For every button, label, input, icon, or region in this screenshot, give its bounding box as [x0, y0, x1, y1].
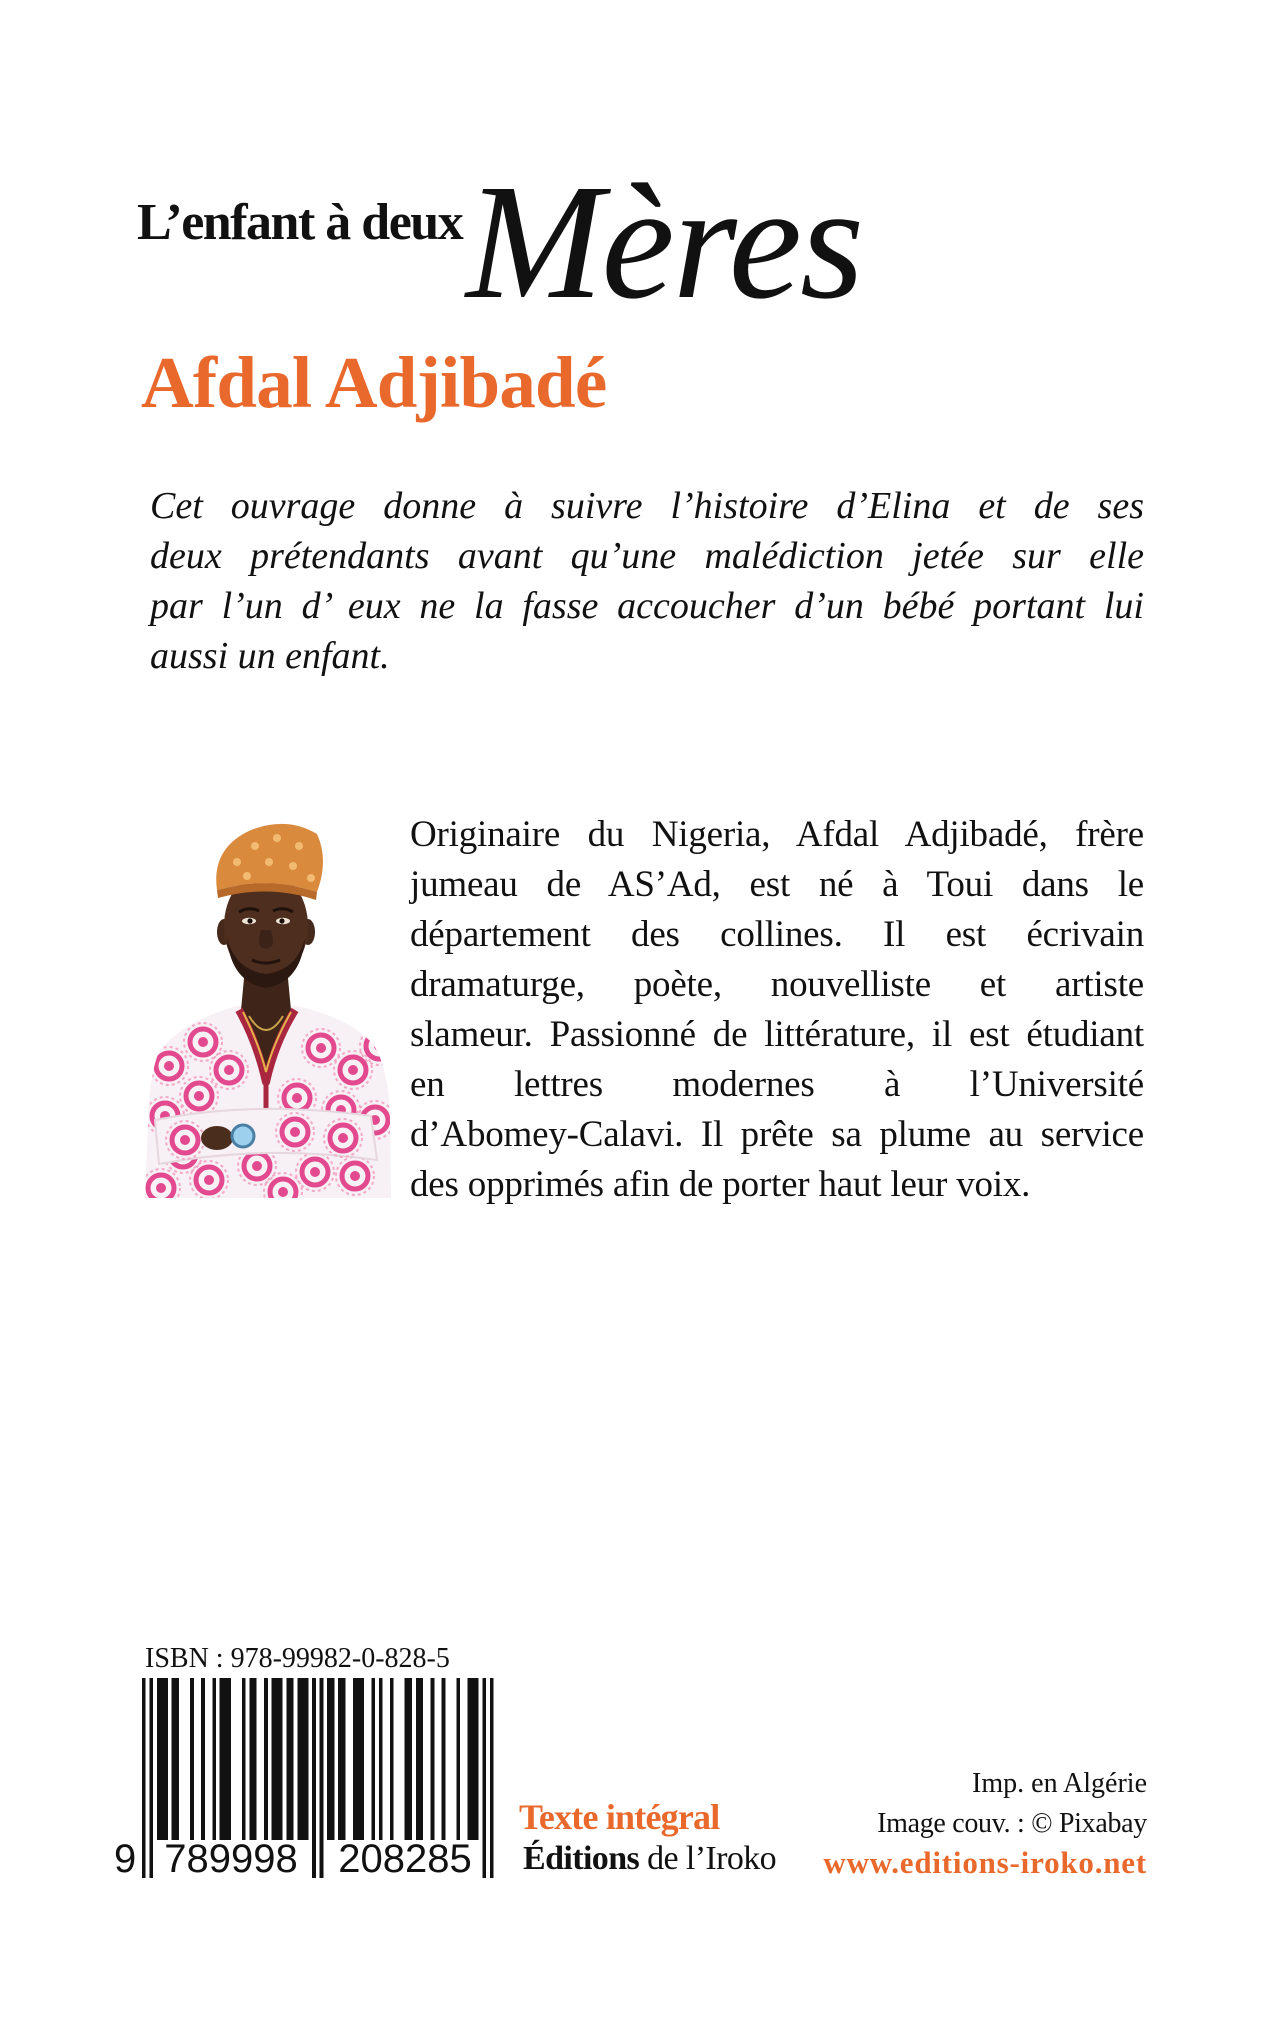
barcode-bar	[390, 1678, 394, 1840]
barcode	[110, 1678, 500, 1884]
printed-in: Imp. en Algérie	[972, 1768, 1147, 1799]
barcode-bar	[468, 1678, 479, 1840]
barcode-bar	[405, 1678, 412, 1840]
summary-line: par l’un d’ eux ne la fasse accoucher d’un bébé portant lui	[150, 585, 1144, 627]
bio-line: département des collines. Il est écrivain	[410, 914, 1144, 955]
barcode-bar	[416, 1678, 423, 1840]
isbn-label: ISBN : 978-99982-0-828-5	[145, 1643, 450, 1674]
barcode-guard-bar	[142, 1678, 146, 1878]
summary-line: aussi un enfant.	[150, 635, 390, 677]
bio-line: jumeau de AS’Ad, est né à Toui dans le	[410, 864, 1144, 905]
barcode-guard-bar	[482, 1678, 486, 1878]
bio-line: Originaire du Nigeria, Afdal Adjibadé, frère	[410, 814, 1144, 855]
barcode-bar	[286, 1678, 293, 1840]
barcode-bar	[212, 1678, 216, 1840]
barcode-bar	[272, 1678, 283, 1840]
publisher-website: www.editions-iroko.net	[823, 1845, 1147, 1880]
barcode-bar	[220, 1678, 231, 1840]
barcode-bar	[457, 1678, 461, 1840]
publisher-name-bold: Éditions	[523, 1840, 640, 1877]
barcode-bar	[442, 1678, 446, 1840]
image-credit: Image couv. : © Pixabay	[877, 1808, 1147, 1839]
author-hat	[216, 824, 323, 900]
summary-line: deux prétendants avant qu’une malédiction jetée sur elle	[150, 535, 1144, 577]
barcode-guard-bar	[312, 1678, 316, 1878]
author-bio	[410, 810, 1144, 1210]
publisher-name-rest: de l’Iroko	[647, 1840, 777, 1877]
summary-paragraph	[150, 481, 1144, 681]
title-prefix: L’enfant à deux	[137, 194, 463, 251]
barcode-bar	[242, 1678, 246, 1840]
bio-line: d’Abomey-Calavi. Il prête sa plume au service	[410, 1114, 1144, 1155]
barcode-bar	[201, 1678, 205, 1840]
barcode-digits-left: 789998	[164, 1837, 298, 1881]
barcode-bar	[297, 1678, 308, 1840]
barcode-bar	[264, 1678, 268, 1840]
summary-line: Cet ouvrage donne à suivre l’histoire d’Elina et de ses	[150, 485, 1144, 527]
publisher-name	[523, 1842, 776, 1876]
bio-line: dramaturge, poète, nouvelliste et artiste	[410, 964, 1144, 1005]
barcode-guard-bar	[149, 1678, 153, 1878]
bio-line: en lettres modernes à l’Université	[410, 1064, 1144, 1105]
barcode-guard-bar	[490, 1678, 494, 1878]
watch-icon	[232, 1125, 254, 1147]
bio-line: slameur. Passionné de littérature, il est étudiant	[410, 1014, 1144, 1055]
barcode-digit-lead: 9	[114, 1837, 137, 1881]
barcode-bar	[327, 1678, 334, 1840]
barcode-bar	[353, 1678, 364, 1840]
barcode-bar	[190, 1678, 194, 1840]
edition-note: Texte intégral	[519, 1797, 720, 1837]
title-main: Mères	[466, 150, 863, 333]
author-name: Afdal Adjibadé	[141, 342, 607, 423]
author-photo	[145, 820, 391, 1198]
barcode-bar	[249, 1678, 256, 1840]
barcode-bar	[157, 1678, 168, 1840]
barcode-digits-right: 208285	[338, 1837, 472, 1881]
barcode-bar	[338, 1678, 345, 1840]
bio-line: des opprimés afin de porter haut leur voix.	[410, 1164, 1031, 1205]
barcode-bar	[371, 1678, 375, 1840]
barcode-bar	[172, 1678, 179, 1840]
barcode-guard-bar	[320, 1678, 324, 1878]
barcode-bar	[431, 1678, 435, 1840]
barcode-bar	[379, 1678, 383, 1840]
